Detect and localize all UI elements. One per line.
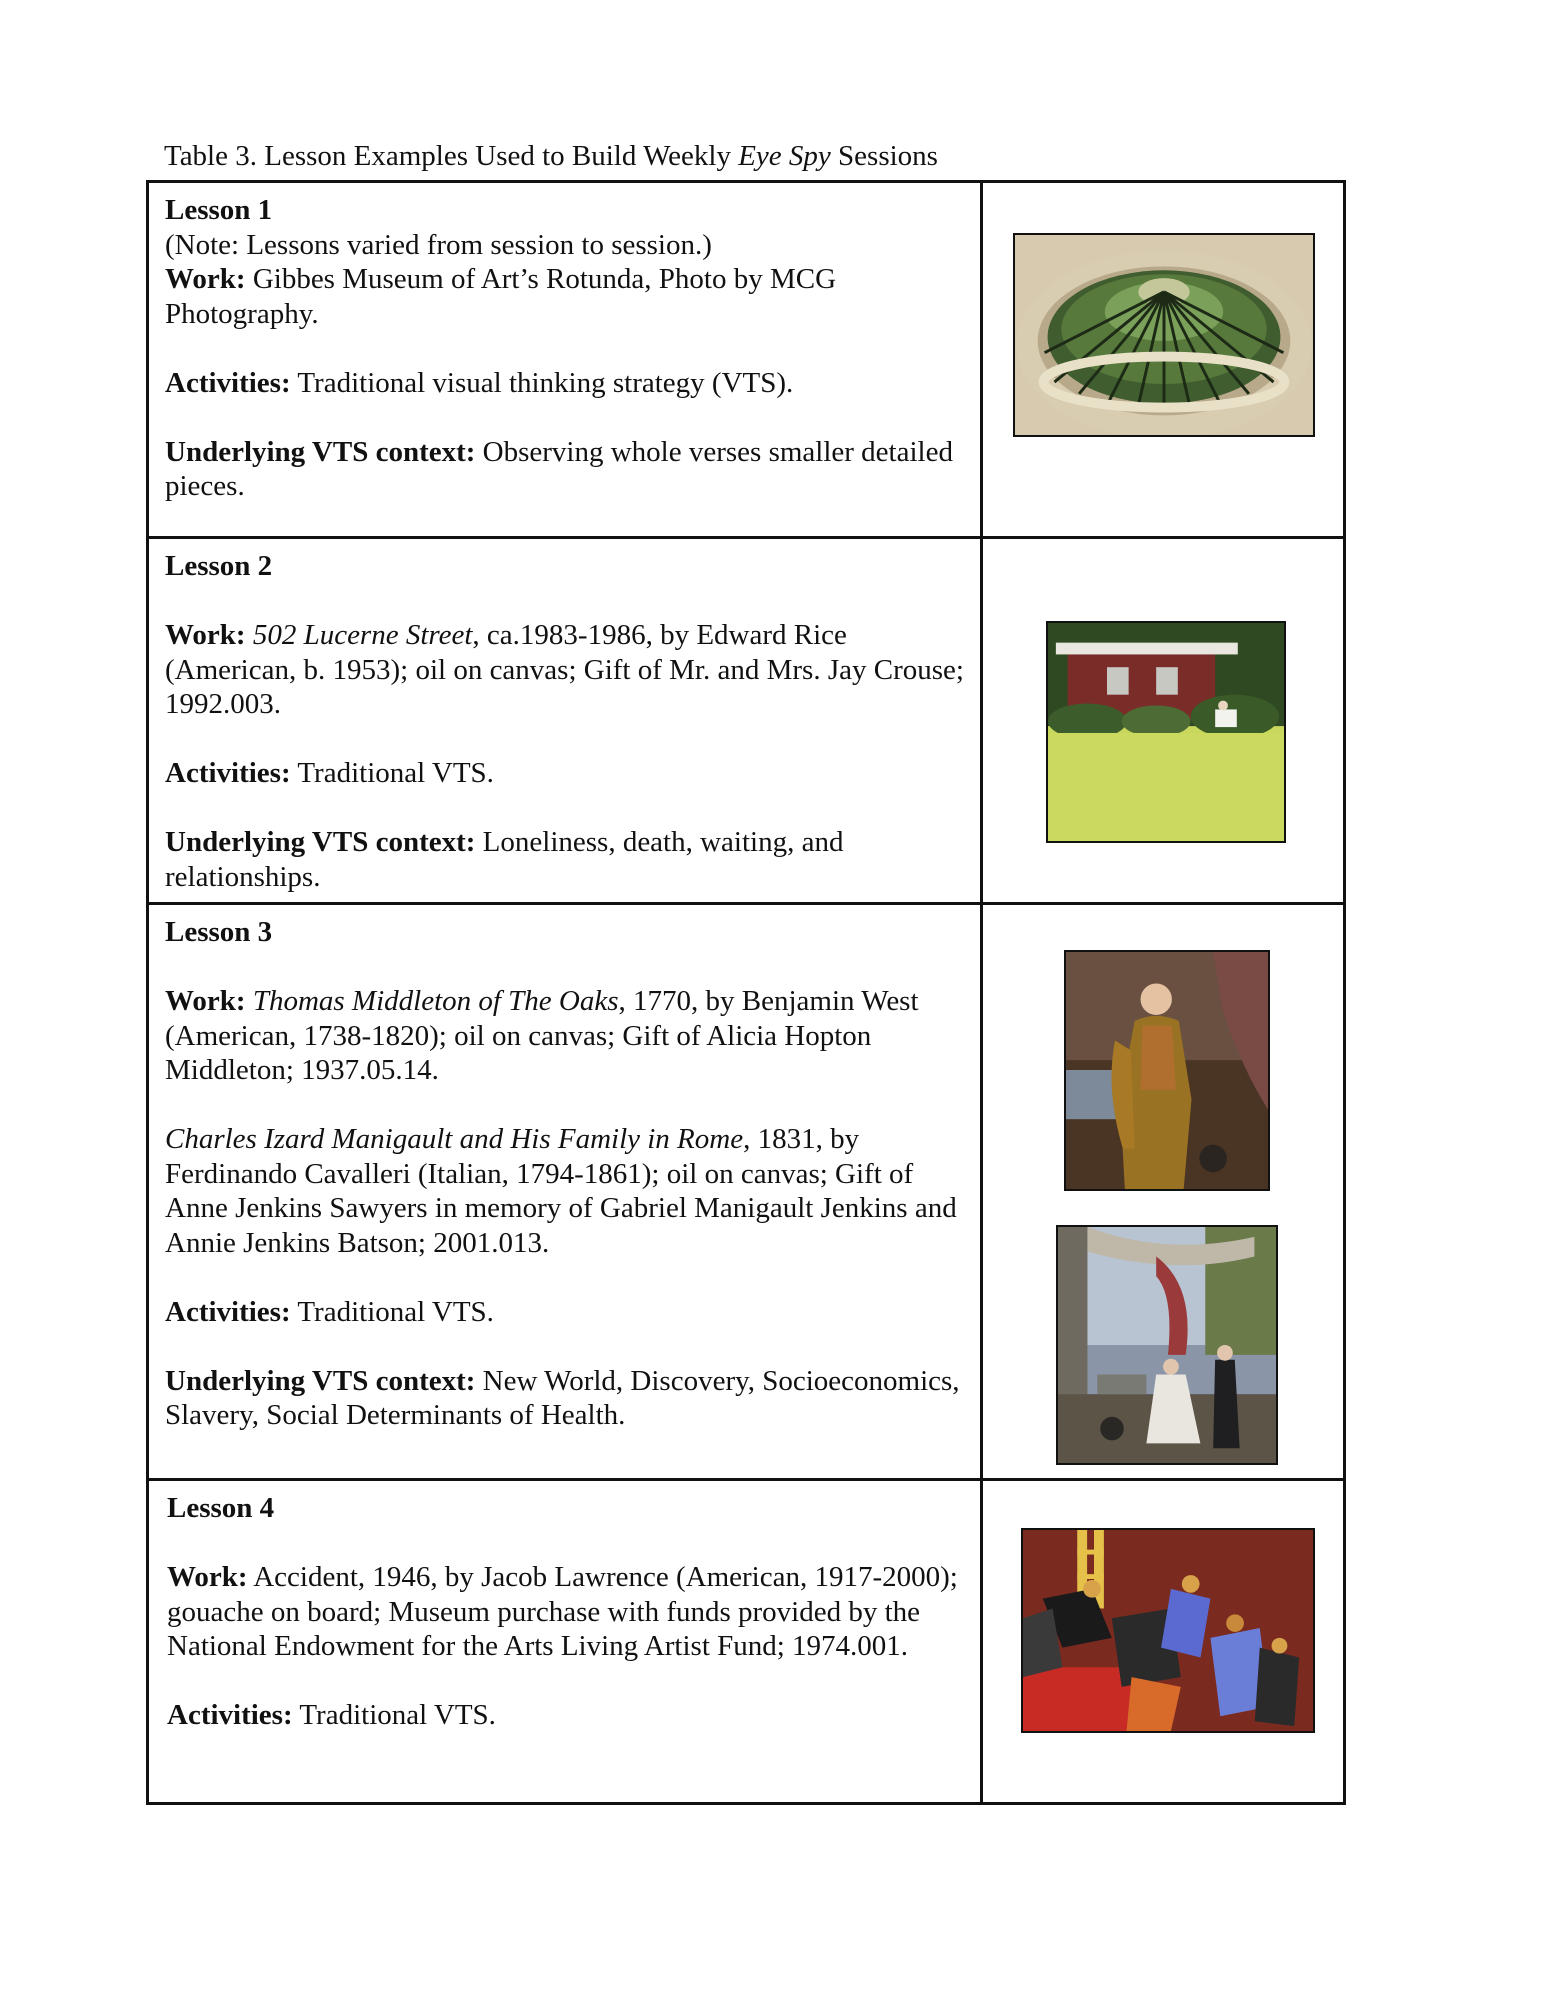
lesson-4-work: Accident, 1946, by Jacob Lawrence (American, 1917-2000); gouache on board; Museum purchase with funds provided by the National Endowment for the Arts Living Artist Fund; 1974.001.: [167, 1561, 958, 1662]
lesson-2-title: Lesson 2: [165, 550, 273, 582]
lesson-4-title: Lesson 4: [167, 1492, 275, 1524]
lesson-4-activities-label: Activities:: [167, 1699, 293, 1731]
lesson-4-work-label: Work:: [167, 1561, 248, 1593]
lesson-3-work-label: Work:: [165, 985, 246, 1017]
lesson-2-work-label: Work:: [165, 619, 246, 651]
lucerne-street-painting: [1046, 621, 1286, 843]
lesson-4-text: [167, 1491, 967, 1733]
lesson-1-note: (Note: Lessons varied from session to session.): [165, 228, 712, 261]
lesson-1-activities: Traditional visual thinking strategy (VTS).: [290, 366, 794, 399]
lesson-1-work: Gibbes Museum of Art’s Rotunda, Photo by MCG Photography.: [165, 263, 837, 330]
lesson-2-context: Loneliness, death, waiting, and relationships.: [165, 826, 844, 893]
lesson-2-work: , ca.1983-1986, by Edward Rice (American, b. 1953); oil on canvas; Gift of Mr. and Mrs. Jay Crouse; 1992.003.: [165, 619, 964, 720]
lesson-1-title: Lesson 1: [165, 194, 273, 226]
lesson-3-activities: Traditional VTS.: [290, 1295, 494, 1328]
lesson-1-text: [165, 193, 965, 504]
lesson-3-work2: , 1831, by Ferdinando Cavalleri (Italian, 1794-1861); oil on canvas; Gift of Anne Jenkins Sawyers in memory of Gabriel Manigault Jenkins and Annie Jenkins Batson; 2001.013.: [165, 1123, 957, 1259]
lesson-4-activities: Traditional VTS.: [292, 1699, 496, 1731]
caption-italic: Eye Spy: [738, 140, 831, 172]
lesson-2-activities: Traditional VTS.: [290, 757, 494, 789]
manigault-family-painting: [1056, 1225, 1278, 1465]
accident-painting: [1021, 1528, 1315, 1733]
lesson-row-3: [149, 902, 1343, 1478]
lesson-2-context-label: Underlying VTS context:: [165, 826, 476, 858]
lesson-row-2: [149, 536, 1343, 902]
lessons-table: [146, 180, 1346, 1805]
caption-prefix: Table 3. Lesson Examples Used to Build Weekly: [164, 140, 739, 172]
thomas-middleton-portrait: [1064, 950, 1270, 1191]
lesson-2-activities-label: Activities:: [165, 757, 291, 789]
lesson-3-context: New World, Discovery, Socioeconomics, Slavery, Social Determinants of Health.: [165, 1364, 960, 1431]
lesson-row-1: [149, 183, 1343, 536]
lesson-3-activities-label: Activities:: [165, 1295, 291, 1328]
table-caption: [164, 136, 938, 176]
lesson-1-activities-label: Activities:: [165, 366, 291, 399]
lesson-3-title: Lesson 3: [165, 916, 273, 948]
lesson-3-work: , 1770, by Benjamin West (American, 1738-1820); oil on canvas; Gift of Alicia Hopton Middleton; 1937.05.14.: [165, 985, 919, 1086]
lesson-1-context: Observing whole verses smaller detailed pieces.: [165, 435, 953, 502]
lesson-1-context-label: Underlying VTS context:: [165, 435, 476, 468]
lesson-3-text: [165, 915, 965, 1433]
caption-suffix: Sessions: [830, 140, 938, 172]
lesson-2-text: [165, 549, 965, 894]
rotunda-photo: [1013, 233, 1315, 437]
lesson-1-work-label: Work:: [165, 263, 246, 295]
lesson-3-work2-title: Charles Izard Manigault and His Family in Rome: [165, 1123, 744, 1155]
lesson-3-context-label: Underlying VTS context:: [165, 1364, 476, 1397]
lesson-3-work-title: Thomas Middleton of The Oaks: [252, 985, 619, 1017]
lesson-row-4: [149, 1478, 1343, 1802]
lesson-2-work-title: 502 Lucerne Street: [252, 619, 473, 651]
